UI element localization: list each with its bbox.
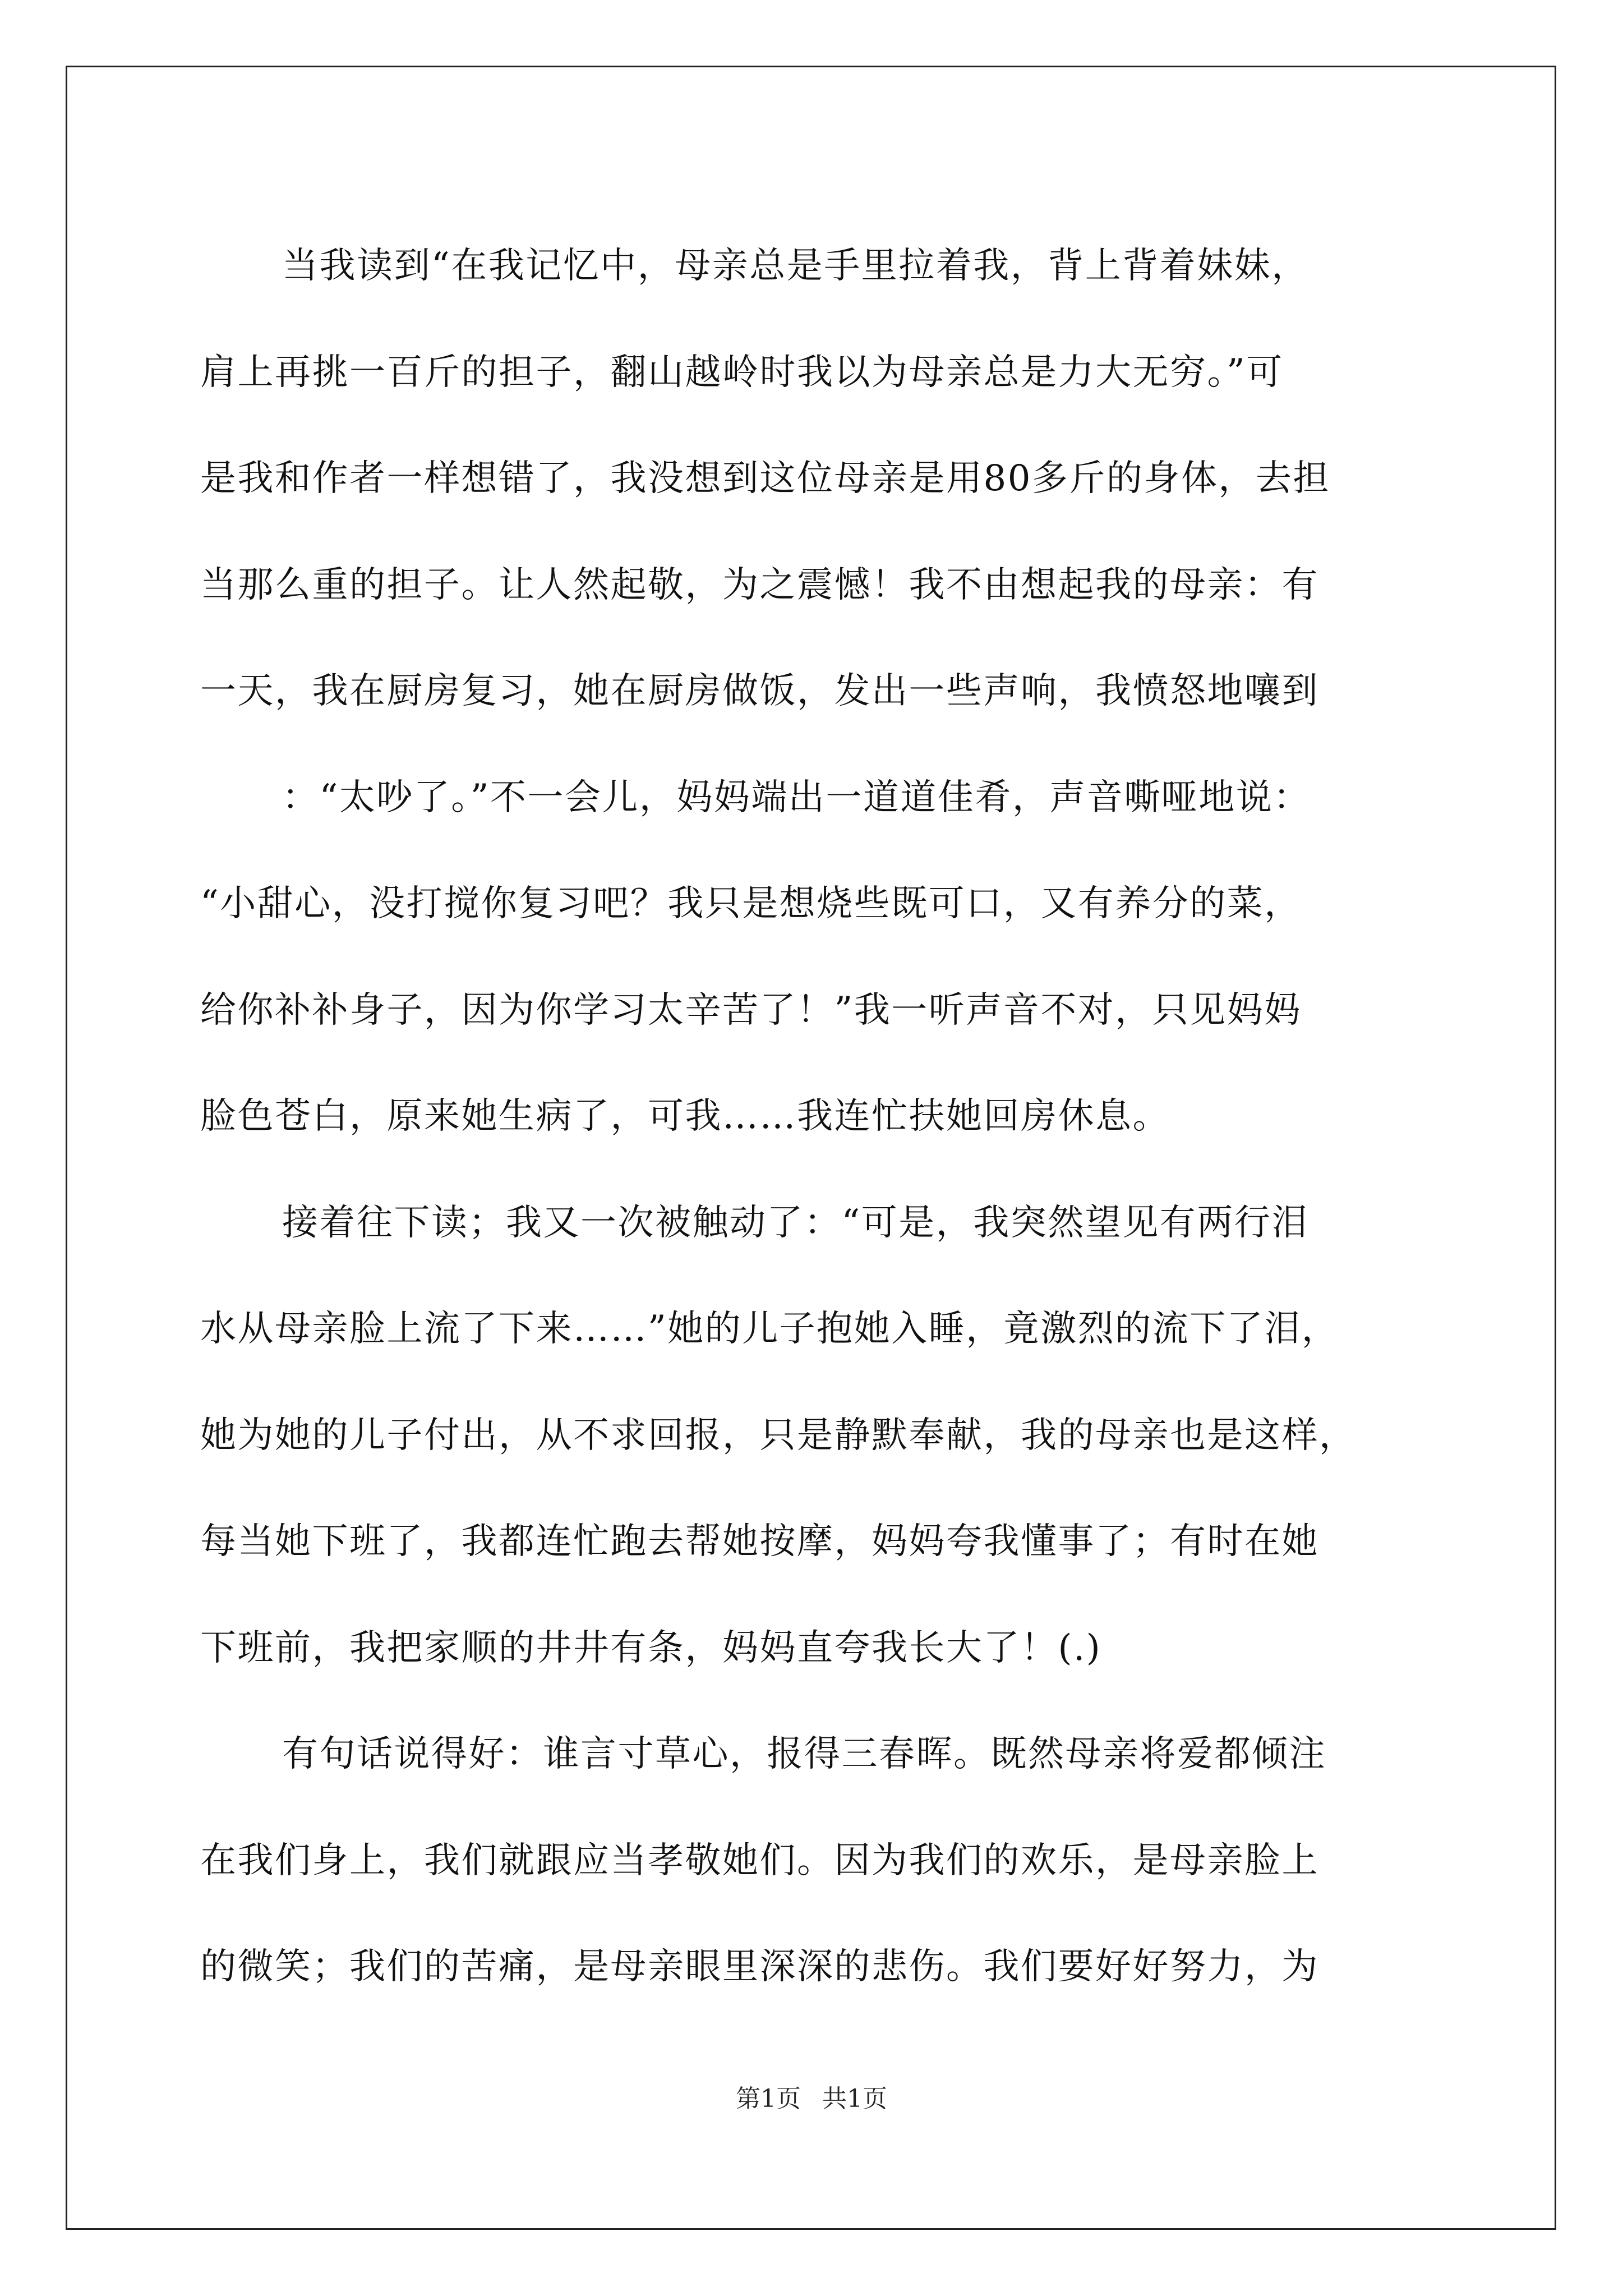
text-line: 的微笑；我们的苦痛，是母亲眼里深深的悲伤。我们要好好努力，为	[200, 1946, 1319, 1987]
text-line: 脸色苍白，原来她生病了，可我……我连忙扶她回房休息。	[200, 1096, 1170, 1137]
text-line: 一天，我在厨房复习，她在厨房做饭，发出一些声响，我愤怒地嚷到	[200, 670, 1319, 712]
text-line: 当我读到“在我记忆中，母亲总是手里拉着我，背上背着妹妹，	[282, 245, 1309, 287]
text-line: 下班前，我把家顺的井井有条，妈妈直夸我长大了！(.)	[200, 1627, 1102, 1669]
text-line: 她为她的儿子付出，从不求回报，只是静默奉献，我的母亲也是这样，	[200, 1414, 1357, 1456]
text-line: 当那么重的担子。让人然起敬，为之震憾！我不由想起我的母亲：有	[200, 564, 1319, 606]
text-line: 在我们身上，我们就跟应当孝敬她们。因为我们的欢乐，是母亲脸上	[200, 1839, 1319, 1881]
text-line: 水从母亲脸上流了下来……”她的儿子抱她入睡，竟激烈的流下了泪，	[200, 1308, 1339, 1350]
page-number: 第1页	[736, 2085, 801, 2113]
page-total: 共1页	[822, 2085, 887, 2113]
page-footer	[0, 2082, 1623, 2116]
text-line: 肩上再挑一百斤的担子，翻山越岭时我以为母亲总是力大无穷。”可	[200, 351, 1284, 393]
text-line: 是我和作者一样想错了，我没想到这位母亲是用80多斤的身体，去担	[200, 458, 1330, 499]
document-body	[200, 213, 1423, 2021]
text-line: 有句话说得好：谁言寸草心，报得三春晖。既然母亲将爱都倾注	[282, 1733, 1326, 1775]
text-line: 给你补补身子，因为你学习太辛苦了！”我一听声音不对，只见妈妈	[200, 989, 1302, 1031]
text-line: 接着往下读；我又一次被触动了：“可是，我突然望见有两行泪	[282, 1202, 1309, 1244]
text-line: 每当她下班了，我都连忙跑去帮她按摩，妈妈夸我懂事了；有时在她	[200, 1521, 1319, 1562]
text-line: ：“太吵了。”不一会儿，妈妈端出一道道佳肴，声音嘶哑地说：	[282, 776, 1311, 818]
text-line: “小甜心，没打搅你复习吧？我只是想烧些既可口，又有养分的菜，	[200, 883, 1302, 924]
